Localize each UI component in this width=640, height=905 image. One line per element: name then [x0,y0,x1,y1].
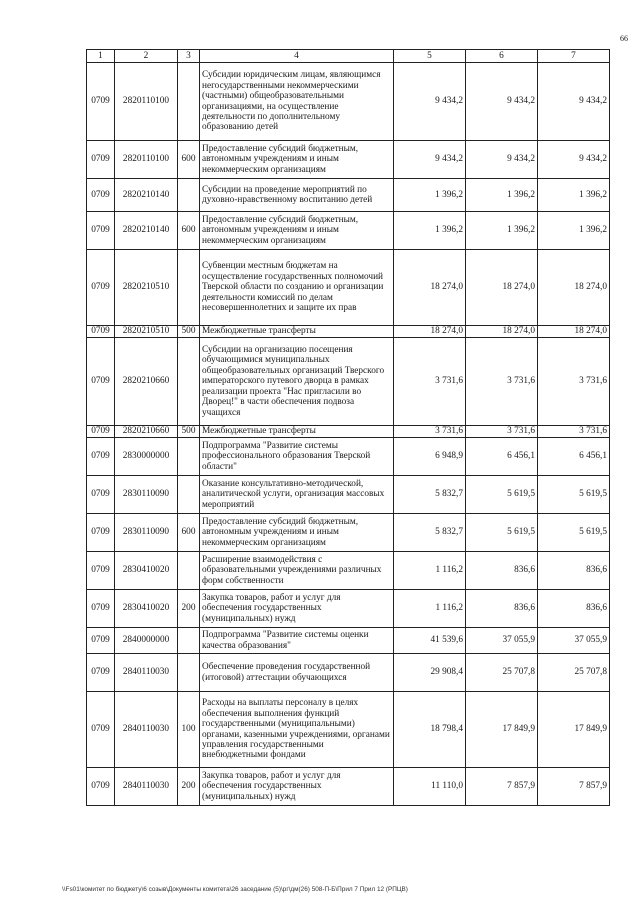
header-col-4: 4 [200,50,394,63]
target-article: 2830110090 [115,514,178,552]
amount-col-6: 25 707,8 [466,654,538,692]
amount-col-5: 18 274,0 [394,250,466,326]
table-row [87,514,610,552]
target-article: 2820210140 [115,179,178,212]
amount-col-7: 3 731,6 [538,338,610,426]
target-article: 2830000000 [115,438,178,476]
amount-col-5: 9 434,2 [394,63,466,141]
target-article: 2840110030 [115,654,178,692]
amount-col-5: 5 832,7 [394,514,466,552]
amount-col-5: 11 110,0 [394,768,466,806]
item-name: Субсидии на проведение мероприятий по духовно-нравственному воспитанию детей [200,179,394,212]
target-article: 2840110030 [115,768,178,806]
table-row [87,476,610,514]
table-row [87,212,610,250]
section-code: 0709 [87,250,115,326]
amount-col-5: 1 396,2 [394,212,466,250]
amount-col-7: 836,6 [538,590,610,628]
section-code: 0709 [87,438,115,476]
section-code: 0709 [87,426,115,438]
item-name: Предоставление субсидий бюджетным, автономным учреждениям и иным некоммерческим организациям [200,514,394,552]
expense-type: 200 [178,768,200,806]
table-row [87,438,610,476]
item-name: Межбюджетные трансферты [200,326,394,338]
amount-col-6: 1 396,2 [466,179,538,212]
amount-col-7: 18 274,0 [538,326,610,338]
amount-col-5: 18 274,0 [394,326,466,338]
target-article: 2830410020 [115,552,178,590]
target-article: 2820210510 [115,250,178,326]
target-article: 2820110100 [115,63,178,141]
header-col-3: 3 [178,50,200,63]
table-row [87,63,610,141]
amount-col-6: 836,6 [466,552,538,590]
expense-type [178,338,200,426]
header-col-7: 7 [538,50,610,63]
expense-type: 600 [178,212,200,250]
target-article: 2820210660 [115,338,178,426]
amount-col-5: 9 434,2 [394,141,466,179]
section-code: 0709 [87,768,115,806]
amount-col-7: 1 396,2 [538,212,610,250]
amount-col-6: 9 434,2 [466,141,538,179]
item-name: Расширение взаимодействия с образовательными учреждениями различных форм собственности [200,552,394,590]
item-name: Субсидии юридическим лицам, являющимся негосударственными некоммерческими (частными) общеобразовательными организациями, на осуществление деятельности по дополнительному образованию детей [200,63,394,141]
amount-col-6: 1 396,2 [466,212,538,250]
amount-col-6: 37 055,9 [466,628,538,654]
item-name: Субвенции местным бюджетам на осуществление государственных полномочий Тверской области по созданию и организации деятельности комиссий по делам несовершеннолетних и защите их прав [200,250,394,326]
section-code: 0709 [87,141,115,179]
amount-col-6: 3 731,6 [466,426,538,438]
target-article: 2840110030 [115,692,178,768]
amount-col-5: 1 116,2 [394,590,466,628]
header-col-2: 2 [115,50,178,63]
amount-col-6: 18 274,0 [466,326,538,338]
item-name: Межбюджетные трансферты [200,426,394,438]
table-row [87,768,610,806]
item-name: Предоставление субсидий бюджетным, автономным учреждениям и иным некоммерческим организациям [200,141,394,179]
amount-col-6: 9 434,2 [466,63,538,141]
expense-type [178,552,200,590]
section-code: 0709 [87,692,115,768]
amount-col-5: 18 798,4 [394,692,466,768]
expense-type: 200 [178,590,200,628]
expense-type: 600 [178,141,200,179]
item-name: Обеспечение проведения государственной (итоговой) аттестации обучающихся [200,654,394,692]
amount-col-5: 6 948,9 [394,438,466,476]
item-name: Субсидии на организацию посещения обучающимися муниципальных общеобразовательных организаций Тверского императорского путевого дворца в рамках реализации проекта "Нас пригласили во Дворец!" в части обеспечения подвоза учащихся [200,338,394,426]
table-row [87,338,610,426]
expense-type: 500 [178,426,200,438]
amount-col-7: 37 055,9 [538,628,610,654]
table-row [87,654,610,692]
amount-col-5: 3 731,6 [394,426,466,438]
table-row [87,552,610,590]
section-code: 0709 [87,338,115,426]
expense-type [178,654,200,692]
target-article: 2820110100 [115,141,178,179]
amount-col-7: 18 274,0 [538,250,610,326]
section-code: 0709 [87,179,115,212]
table-row [87,426,610,438]
target-article: 2820210660 [115,426,178,438]
header-col-5: 5 [394,50,466,63]
item-name: Расходы на выплаты персоналу в целях обеспечения выполнения функций государственными (муниципальными) органами, казенными учреждениями, органами управления государственными внебюджетными фондами [200,692,394,768]
amount-col-6: 5 619,5 [466,476,538,514]
amount-col-6: 5 619,5 [466,514,538,552]
amount-col-7: 9 434,2 [538,63,610,141]
section-code: 0709 [87,63,115,141]
item-name: Закупка товаров, работ и услуг для обеспечения государственных (муниципальных) нужд [200,768,394,806]
table-row [87,250,610,326]
expense-type [178,179,200,212]
target-article: 2830410020 [115,590,178,628]
amount-col-5: 41 539,6 [394,628,466,654]
section-code: 0709 [87,476,115,514]
amount-col-7: 836,6 [538,552,610,590]
table-row [87,141,610,179]
file-path-footer: \\Fs01\комитет по бюджету\6 созыв\Документы комитета\26 заседание (5)\рг\дм(26) 508-П-Б\Прил 7 Прил 12 (РПЦВ) [62,886,408,893]
table-row [87,179,610,212]
expense-type [178,476,200,514]
item-name: Закупка товаров, работ и услуг для обеспечения государственных (муниципальных) нужд [200,590,394,628]
amount-col-7: 5 619,5 [538,514,610,552]
amount-col-5: 3 731,6 [394,338,466,426]
expense-type [178,250,200,326]
amount-col-5: 1 116,2 [394,552,466,590]
amount-col-7: 17 849,9 [538,692,610,768]
amount-col-5: 1 396,2 [394,179,466,212]
header-row [87,50,610,63]
target-article: 2830110090 [115,476,178,514]
amount-col-7: 5 619,5 [538,476,610,514]
table-row [87,590,610,628]
amount-col-7: 1 396,2 [538,179,610,212]
section-code: 0709 [87,590,115,628]
target-article: 2820210510 [115,326,178,338]
header-col-1: 1 [87,50,115,63]
expense-type: 500 [178,326,200,338]
item-name: Предоставление субсидий бюджетным, автономным учреждениям и иным некоммерческим организациям [200,212,394,250]
table-row [87,692,610,768]
amount-col-7: 3 731,6 [538,426,610,438]
amount-col-6: 836,6 [466,590,538,628]
target-article: 2840000000 [115,628,178,654]
amount-col-6: 6 456,1 [466,438,538,476]
section-code: 0709 [87,514,115,552]
expense-type [178,438,200,476]
item-name: Подпрограмма "Развитие системы оценки качества образования" [200,628,394,654]
amount-col-6: 18 274,0 [466,250,538,326]
amount-col-6: 17 849,9 [466,692,538,768]
section-code: 0709 [87,212,115,250]
amount-col-5: 5 832,7 [394,476,466,514]
item-name: Оказание консультативно-методической, аналитической услуги, организация массовых мероприятий [200,476,394,514]
expense-type: 100 [178,692,200,768]
target-article: 2820210140 [115,212,178,250]
header-col-6: 6 [466,50,538,63]
item-name: Подпрограмма "Развитие системы профессионального образования Тверской области" [200,438,394,476]
expense-type [178,628,200,654]
expense-type [178,63,200,141]
page-number: 66 [620,34,628,43]
table-row [87,326,610,338]
amount-col-7: 9 434,2 [538,141,610,179]
section-code: 0709 [87,326,115,338]
section-code: 0709 [87,628,115,654]
amount-col-6: 3 731,6 [466,338,538,426]
amount-col-7: 6 456,1 [538,438,610,476]
amount-col-7: 25 707,8 [538,654,610,692]
amount-col-7: 7 857,9 [538,768,610,806]
section-code: 0709 [87,552,115,590]
amount-col-6: 7 857,9 [466,768,538,806]
table-row [87,628,610,654]
amount-col-5: 29 908,4 [394,654,466,692]
section-code: 0709 [87,654,115,692]
expense-type: 600 [178,514,200,552]
budget-table [86,49,610,806]
